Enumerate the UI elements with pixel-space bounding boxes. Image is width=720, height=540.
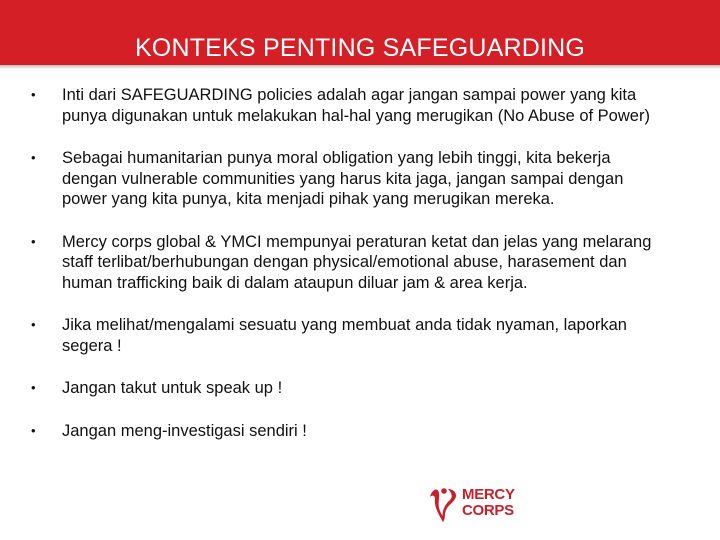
bullet-item bbox=[0, 148, 720, 210]
header-bar bbox=[0, 0, 720, 65]
bullet-dot: • bbox=[31, 233, 36, 249]
page-title: KONTEKS PENTING SAFEGUARDING bbox=[134, 34, 586, 62]
bullet-dot: • bbox=[31, 150, 36, 165]
mercy-corps-figure-icon bbox=[426, 485, 462, 523]
bullet-item bbox=[0, 232, 720, 294]
bullet-text: Jika melihat/mengalami sesuatu yang membuat anda tidak nyaman, laporkan segera ! bbox=[62, 316, 627, 355]
logo-wordmark bbox=[462, 487, 515, 519]
header-shadow-divider bbox=[0, 65, 720, 69]
bullet-text: Jangan meng-investigasi sendiri ! bbox=[62, 421, 307, 440]
bullet-text: Inti dari SAFEGUARDING policies adalah agar jangan sampai power yang kita punya digunakan untuk melakukan hal-hal yang merugikan (No Abuse of Power) bbox=[62, 86, 650, 125]
bullet-text: Mercy corps global & YMCI mempunyai peraturan ketat dan jelas yang melarang staff terlibat/berhubungan dengan physical/emotional abuse, harasement dan human trafficking baik di dalam ataupun diluar jam & area kerja. bbox=[62, 232, 652, 292]
bullet-text: Jangan takut untuk speak up ! bbox=[62, 379, 283, 397]
bullet-dot: • bbox=[31, 422, 36, 438]
bullet-dot: • bbox=[31, 87, 36, 102]
bullet-item bbox=[0, 315, 720, 356]
bullet-dot: • bbox=[31, 317, 36, 332]
mercy-corps-logo bbox=[426, 485, 556, 523]
bullet-text: Sebagai humanitarian punya moral obligation yang lebih tinggi, kita bekerja dengan vulnerable communities yang harus kita jaga, jangan sampai dengan power yang kita punya, kita menjadi pihak yang merugikan mereka. bbox=[62, 149, 624, 208]
bullet-item bbox=[0, 85, 720, 126]
logo-text-line2: CORPS bbox=[462, 502, 514, 519]
logo-text-line1: MERCY bbox=[462, 486, 515, 503]
bullet-item bbox=[0, 378, 720, 399]
bullet-dot: • bbox=[31, 380, 36, 395]
bullet-list bbox=[0, 85, 720, 463]
bullet-item bbox=[0, 421, 720, 442]
